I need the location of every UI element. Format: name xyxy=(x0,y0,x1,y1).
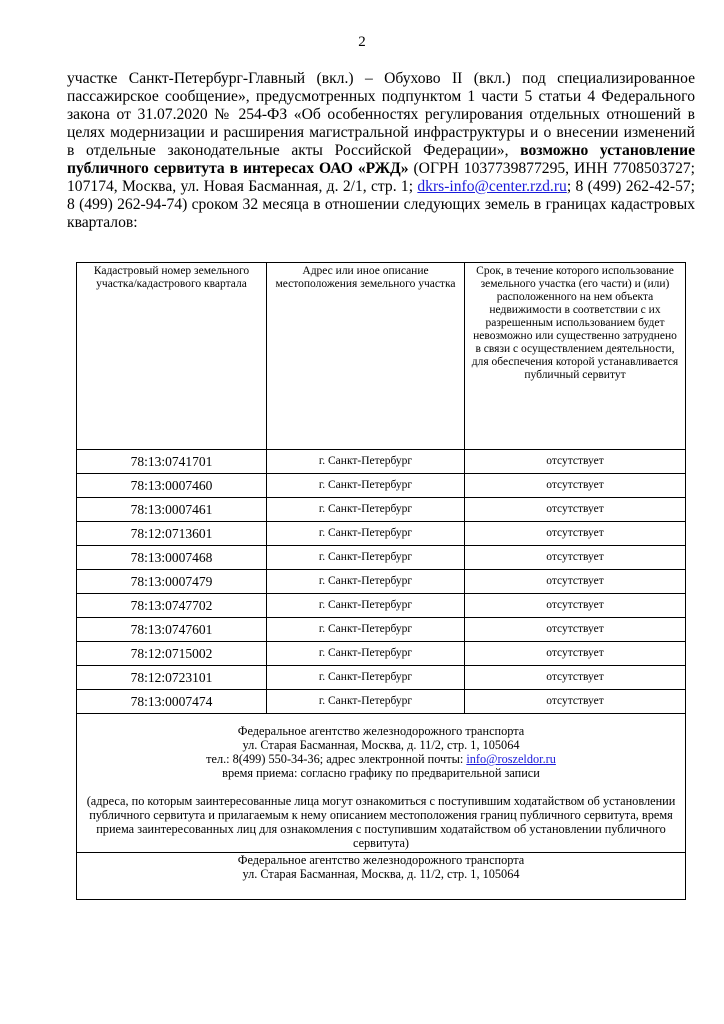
servitude-table-container xyxy=(76,262,685,900)
address-cell: г. Санкт-Петербург xyxy=(267,570,465,594)
footer-agency: Федеральное агентство железнодорожного транспорта xyxy=(237,853,525,867)
intro-text-1: участке Санкт-Петербург-Главный (вкл.) – Обухово II (вкл.) под специализированное пассажирское сообщение», предусмотренных подпунктом 1 части 5 статьи 4 Федерального закона от 31.07.2020 № 254-ФЗ «Об особенностях регулирования отдельных отношений в целях модернизации и расширения магистральной инфраструктуры и о внесении изменений в отдельные законодательные акты Российской Федерации», xyxy=(67,70,695,159)
table-row xyxy=(77,618,686,642)
footer-row xyxy=(77,853,686,900)
cadastral-number-cell: 78:13:0747702 xyxy=(77,594,267,618)
address-cell: г. Санкт-Петербург xyxy=(267,498,465,522)
table-row xyxy=(77,546,686,570)
cadastral-number-cell: 78:13:0007461 xyxy=(77,498,267,522)
info-spacer xyxy=(85,780,677,794)
term-cell: отсутствует xyxy=(465,450,686,474)
cadastral-number-cell: 78:12:0713601 xyxy=(77,522,267,546)
page-number: 2 xyxy=(358,34,366,50)
header-cadastral-number: Кадастровый номер земельного участка/кадастрового квартала xyxy=(77,263,267,450)
table-row xyxy=(77,498,686,522)
address-cell: г. Санкт-Петербург xyxy=(267,522,465,546)
info-contacts xyxy=(85,752,677,766)
table-row xyxy=(77,570,686,594)
table-row xyxy=(77,594,686,618)
cadastral-number-cell: 78:13:0007479 xyxy=(77,570,267,594)
address-cell: г. Санкт-Петербург xyxy=(267,690,465,714)
info-row xyxy=(77,714,686,853)
table-row xyxy=(77,666,686,690)
table-row xyxy=(77,474,686,498)
cadastral-number-cell: 78:13:0741701 xyxy=(77,450,267,474)
term-cell: отсутствует xyxy=(465,690,686,714)
cadastral-number-cell: 78:12:0715002 xyxy=(77,642,267,666)
info-address: ул. Старая Басманная, Москва, д. 11/2, стр. 1, 105064 xyxy=(242,738,520,752)
term-cell: отсутствует xyxy=(465,498,686,522)
rzd-email-link[interactable]: dkrs-info@center.rzd.ru xyxy=(417,178,567,195)
address-cell: г. Санкт-Петербург xyxy=(267,546,465,570)
header-address: Адрес или иное описание местоположения земельного участка xyxy=(267,263,465,450)
header-term: Срок, в течение которого использование земельного участка (его части) и (или) расположенного на нем объекта недвижимости в соответствии с их разрешенным использованием будет невозможно или существенно затруднено в связи с осуществлением деятельности, для обеспечения которой устанавливается публичный сервитут xyxy=(465,263,686,450)
term-cell: отсутствует xyxy=(465,594,686,618)
info-phone: тел.: 8(499) 550-34-36; адрес электронной почты: xyxy=(206,752,467,766)
roszeldor-email-link[interactable]: info@roszeldor.ru xyxy=(466,752,556,766)
servitude-table xyxy=(76,262,686,900)
footer-address: ул. Старая Басманная, Москва, д. 11/2, стр. 1, 105064 xyxy=(242,867,520,881)
cadastral-number-cell: 78:13:0007460 xyxy=(77,474,267,498)
address-cell: г. Санкт-Петербург xyxy=(267,474,465,498)
table-row xyxy=(77,522,686,546)
term-cell: отсутствует xyxy=(465,618,686,642)
info-note: (адреса, по которым заинтересованные лица могут ознакомиться с поступившим ходатайством об установлении публичного сервитута и прилагаемым к нему описанием местоположения границ публичного сервитута, время приема заинтересованных лиц для ознакомления с поступившим ходатайством об установлении публичного сервитута) xyxy=(86,794,676,850)
address-cell: г. Санкт-Петербург xyxy=(267,594,465,618)
term-cell: отсутствует xyxy=(465,522,686,546)
cadastral-number-cell: 78:13:0007474 xyxy=(77,690,267,714)
intro-bold-text: возможно установление публичного сервитута в интересах ОАО «РЖД» xyxy=(67,142,695,177)
intro-text-3: ; 8 (499) 262-42-57; 8 (499) 262-94-74) сроком 32 месяца в отношении следующих земель в границах кадастровых кварталов: xyxy=(67,178,695,231)
term-cell: отсутствует xyxy=(465,642,686,666)
info-cell xyxy=(77,714,686,853)
address-cell: г. Санкт-Петербург xyxy=(267,450,465,474)
table-row xyxy=(77,690,686,714)
cadastral-number-cell: 78:12:0723101 xyxy=(77,666,267,690)
address-cell: г. Санкт-Петербург xyxy=(267,642,465,666)
table-header-row xyxy=(77,263,686,450)
footer-cell xyxy=(77,853,686,900)
intro-text-2: (ОГРН 1037739877295, ИНН 7708503727; 107174, Москва, ул. Новая Басманная, д. 2/1, стр. 1; xyxy=(67,160,695,195)
cadastral-number-cell: 78:13:0007468 xyxy=(77,546,267,570)
address-cell: г. Санкт-Петербург xyxy=(267,666,465,690)
term-cell: отсутствует xyxy=(465,666,686,690)
table-body xyxy=(77,450,686,900)
term-cell: отсутствует xyxy=(465,570,686,594)
info-agency: Федеральное агентство железнодорожного транспорта xyxy=(237,724,525,738)
intro-paragraph xyxy=(67,70,695,232)
info-reception: время приема: согласно графику по предварительной записи xyxy=(222,766,540,780)
term-cell: отсутствует xyxy=(465,474,686,498)
table-row xyxy=(77,642,686,666)
cadastral-number-cell: 78:13:0747601 xyxy=(77,618,267,642)
address-cell: г. Санкт-Петербург xyxy=(267,618,465,642)
table-row xyxy=(77,450,686,474)
term-cell: отсутствует xyxy=(465,546,686,570)
